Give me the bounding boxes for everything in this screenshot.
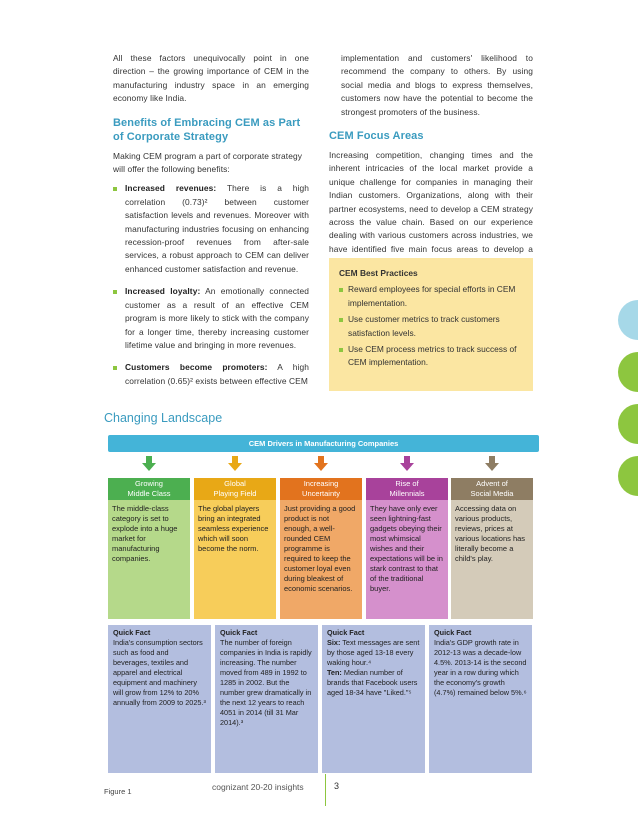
list-item: Reward employees for special efforts in CEM implementation. bbox=[339, 283, 523, 310]
quick-fact-text: India's GDP growth rate in 2012-13 was a decade-low 4.5%. 2013-14 is the second year in a row during which the economy's growth (4.7%) remained below 5%.⁶ bbox=[434, 638, 527, 697]
driver-description: Accessing data on various products, reviews, prices at various locations has literally become a child's play. bbox=[451, 500, 533, 619]
quick-fact-title: Quick Fact bbox=[434, 628, 472, 637]
bullet-text: There is a high correlation (0.73)² between customer satisfaction levels and revenues. Moreover with manufacturing industries focusing on enhancing recession-proof revenues from after-sale services, a robust approach to CEM can deliver enhanced customer satisfaction and revenue. bbox=[125, 183, 309, 274]
best-practices-title: CEM Best Practices bbox=[339, 268, 418, 278]
driver-description: They have only ever seen lightning-fast gadgets obeying their most whimsical wishes and their expectations will be in stark contrast to that of the traditional buyer. bbox=[366, 500, 448, 619]
driver-header: Rise of Millennials bbox=[366, 478, 448, 500]
benefits-heading: Benefits of Embracing CEM as Part of Corporate Strategy bbox=[113, 116, 301, 143]
fact-text: Text messages are sent by those aged 13-18 every waking hour.⁴ bbox=[327, 638, 420, 667]
quick-fact-box bbox=[322, 625, 425, 773]
bullet-term: Increased revenues: bbox=[125, 183, 217, 194]
left-column bbox=[113, 52, 309, 397]
bullet-term: Increased loyalty: bbox=[125, 286, 201, 297]
fact-text: Median number of brands that Facebook users aged 18-34 have "Liked."⁵ bbox=[327, 668, 418, 697]
benefits-list bbox=[113, 182, 309, 388]
driver-header: Global Playing Field bbox=[194, 478, 276, 500]
list-item bbox=[113, 285, 309, 352]
quick-fact-text: The number of foreign companies in India is rapidly increasing. The number moved from 489 in 1992 to 1285 in 2002. But the number grew dramatically in the next 12 years to reach 4051 in 2014 (till 31 Mar 2014).³ bbox=[220, 638, 312, 727]
quick-fact-title: Quick Fact bbox=[113, 628, 151, 637]
section-title: Changing Landscape bbox=[104, 411, 223, 425]
driver-header: Increasing Uncertainty bbox=[280, 478, 362, 500]
quick-fact-text bbox=[327, 638, 420, 698]
footer-brand: cognizant 20-20 insights bbox=[212, 782, 304, 792]
quick-fact-box bbox=[429, 625, 532, 773]
continuation-paragraph: implementation and customers' likelihood to recommend the company to others. By using social media and blogs to express themselves, customers now have the potential to become the strongest promoters of the business. bbox=[341, 53, 533, 117]
right-column bbox=[329, 52, 533, 276]
fact-term: Six: bbox=[327, 638, 341, 647]
figure-label: Figure 1 bbox=[104, 787, 132, 796]
bullet-text: A high correlation (0.65)² exists between effective CEM bbox=[125, 362, 309, 386]
bullet-text: An emotionally connected customer as a result of an effective CEM program is more likely to stick with the company for a longer time, thereby increasing customer lifetime value and bringing in more revenues. bbox=[125, 286, 309, 350]
best-practices-box bbox=[329, 258, 533, 391]
circle-decoration bbox=[618, 456, 638, 496]
driver-header: Advent of Social Media bbox=[451, 478, 533, 500]
page-footer bbox=[0, 774, 638, 814]
quick-fact-text: India's consumption sectors such as food and beverages, textiles and apparel and electrical equipment and machinery will grow from 12% to 20% annually from 2009 to 2025.³ bbox=[113, 638, 206, 707]
circle-decoration bbox=[618, 404, 638, 444]
quick-fact-title: Quick Fact bbox=[327, 628, 365, 637]
driver-description: The global players bring an integrated seamless experience which will soon become the norm. bbox=[194, 500, 276, 619]
quick-fact-title: Quick Fact bbox=[220, 628, 258, 637]
intro-paragraph: All these factors unequivocally point in one direction – the growing importance of CEM in the manufacturing industry space in an emerging economy like India. bbox=[113, 53, 309, 104]
list-item: Use CEM process metrics to track success of CEM implementation. bbox=[339, 343, 523, 370]
benefits-lead: Making CEM program a part of corporate strategy will offer the following benefits: bbox=[113, 150, 303, 175]
circle-decoration bbox=[618, 352, 638, 392]
driver-description: Just providing a good product is not enough, a well-rounded CEM programme is required to keep the customer loyal even during bleakest of economic scenarios. bbox=[280, 500, 362, 619]
figure-banner: CEM Drivers in Manufacturing Companies bbox=[108, 435, 539, 452]
footer-divider bbox=[325, 774, 326, 806]
best-practices-list bbox=[339, 283, 523, 369]
driver-header: Growing Middle Class bbox=[108, 478, 190, 500]
quick-fact-box bbox=[215, 625, 318, 773]
list-item bbox=[113, 182, 309, 276]
fact-term: Ten: bbox=[327, 668, 342, 677]
driver-description: The middle-class category is set to explode into a huge market for manufacturing companies. bbox=[108, 500, 190, 619]
figure-changing-landscape bbox=[104, 433, 544, 810]
bullet-term: Customers become promoters: bbox=[125, 362, 268, 373]
quick-fact-box bbox=[108, 625, 211, 773]
focus-areas-heading: CEM Focus Areas bbox=[329, 130, 424, 143]
list-item bbox=[113, 361, 309, 388]
circle-decoration bbox=[618, 300, 638, 340]
focus-areas-body: Increasing competition, changing times and the inherent intricacies of the local market provide a unique challenge for companies in managing their Indian customers. Organizations, along with their partner ecosystems, need to develop a CEM strategy across the value chain. Based on our experience dealing with various customers across industries, we have identified five main focus areas to develop a bbox=[329, 150, 533, 254]
list-item: Use customer metrics to track customers satisfaction levels. bbox=[339, 313, 523, 340]
page-number: 3 bbox=[334, 781, 340, 791]
